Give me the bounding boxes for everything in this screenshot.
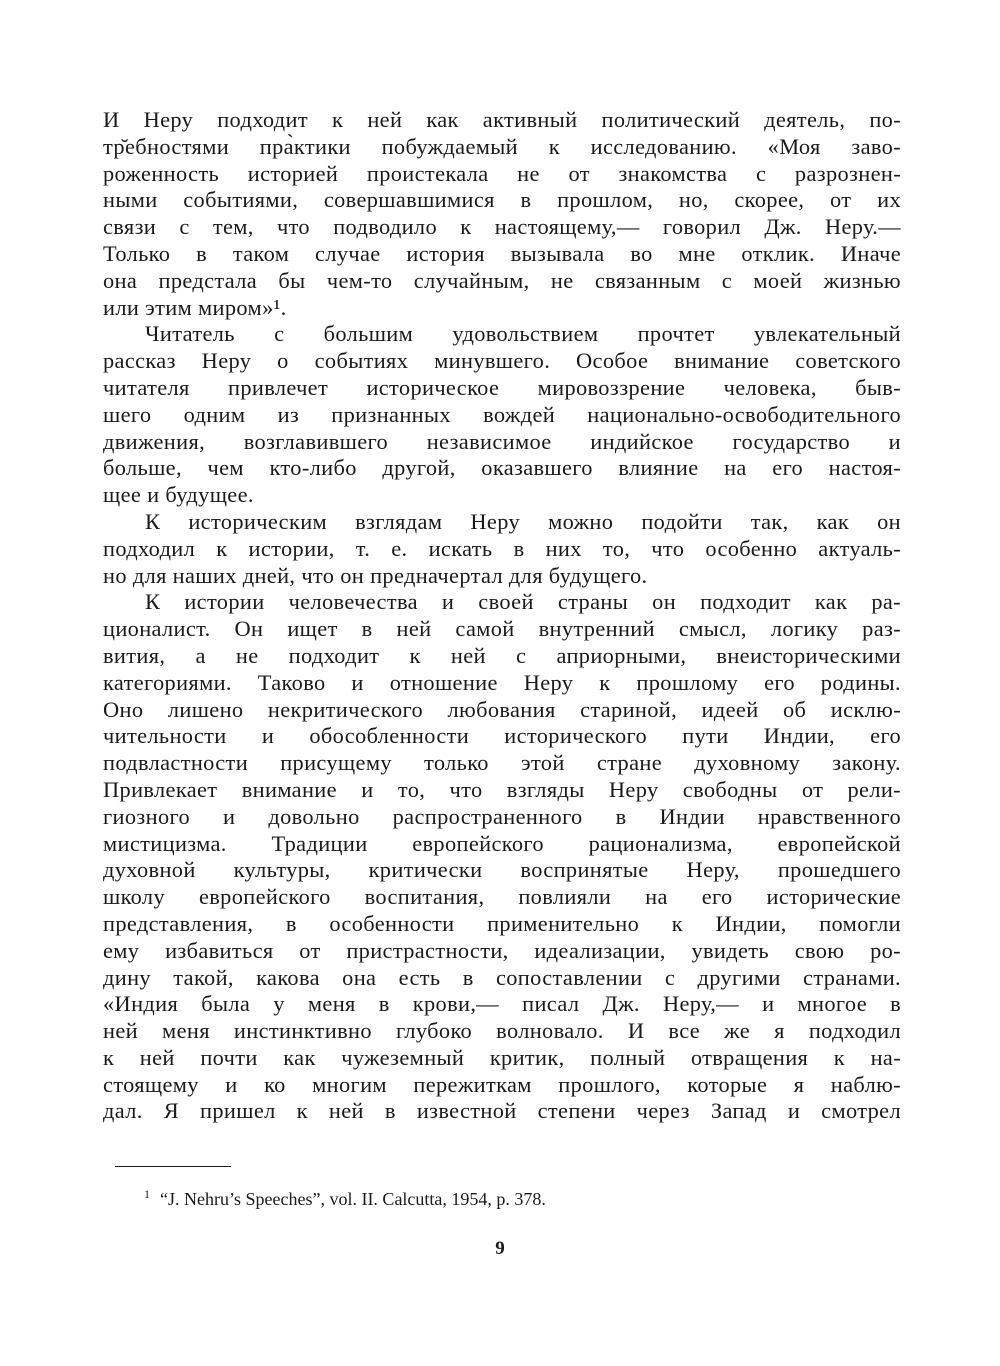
text-line: дину такой, какова она есть в сопоставлении с другими странами. bbox=[103, 964, 901, 990]
text-line: мистицизма. Традиции европейского рационализма, европейской bbox=[103, 830, 901, 856]
text-line: Читатель с большим удовольствием прочтет увлекательный bbox=[145, 321, 901, 347]
text-line: роженность историей проистекала не от знакомства с разрознен- bbox=[103, 160, 901, 186]
text-line: но для наших дней, что он предначертал для будущего. bbox=[103, 562, 648, 588]
text-line: подходил к истории, т. е. искать в них то, что особенно актуаль- bbox=[103, 535, 901, 561]
text-line: ными событиями, совершавшимися в прошлом, но, скорее, от их bbox=[103, 187, 901, 213]
text-line: «Индия была у меня в крови,— писал Дж. Неру,— и многое в bbox=[103, 991, 901, 1017]
text-line: дал. Я пришел к ней в известной степени через Запад и смотрел bbox=[103, 1098, 901, 1124]
text-line: рассказ Неру о событиях минувшего. Особое внимание советского bbox=[103, 348, 901, 374]
text-line: ней меня инстинктивно глубоко волновало. И все же я подходил bbox=[103, 1018, 901, 1044]
text-line: стоящему и ко многим пережиткам прошлого, которые я наблю- bbox=[103, 1071, 901, 1097]
footnote-text: “J. Nehru’s Speeches”, vol. II. Calcutta, 1954, p. 378. bbox=[160, 1189, 546, 1209]
text-line: И Неру подходит к ней как активный политический деятель, по- bbox=[103, 107, 901, 132]
footnote-mark: 1 bbox=[144, 1187, 150, 1201]
text-line: больше, чем кто-либо другой, оказавшего влияние на его настоя- bbox=[103, 455, 901, 481]
text-line: вития, а не подходит к ней с априорными, внеисторическими bbox=[103, 642, 901, 668]
text-line: к ней почти как чужеземный критик, полный отвращения к на- bbox=[103, 1044, 901, 1070]
text-line: К историческим взглядам Неру можно подойти так, как он bbox=[145, 508, 901, 534]
text-line: представления, в особенности применительно к Индии, помогли bbox=[103, 910, 901, 936]
text-line: тр̆ебностями пра̀ктики побуждаемый к исследованию. «Моя заво- bbox=[103, 133, 901, 159]
text-line: она предстала бы чем-то случайным, не связанным с моей жизнью bbox=[103, 267, 901, 293]
text-line: щее и будущее. bbox=[103, 482, 254, 508]
text-line: школу европейского воспитания, повлияли на его исторические bbox=[103, 884, 901, 910]
footnote-separator bbox=[115, 1166, 231, 1167]
text-line: К истории человечества и своей страны он подходит как ра- bbox=[145, 589, 901, 615]
text-line: Оно лишено некритического любования стариной, идеей об исклю- bbox=[103, 696, 901, 722]
text-line: Только в таком случае история вызывала во мне отклик. Иначе bbox=[103, 240, 901, 266]
text-line: духовной культуры, критически воспринятые Неру, прошедшего bbox=[103, 857, 901, 883]
text-line: подвластности присущему только этой стране духовному закону. bbox=[103, 750, 901, 776]
page-number: 9 bbox=[495, 1238, 505, 1259]
text-line: шего одним из признанных вождей национально-освободительного bbox=[103, 401, 901, 427]
text-line: движения, возглавившего независимое индийское государство и bbox=[103, 428, 901, 454]
text-line: читателя привлечет историческое мировоззрение человека, быв- bbox=[103, 374, 901, 400]
text-line: связи с тем, что подводило к настоящему,— говорил Дж. Неру.— bbox=[103, 214, 901, 240]
footnote bbox=[144, 1183, 546, 1210]
text-line: категориями. Таково и отношение Неру к прошлому его родины. bbox=[103, 669, 901, 695]
text-line: гиозного и довольно распространенного в Индии нравственного bbox=[103, 803, 901, 829]
text-line: ему избавиться от пристрастности, идеализации, увидеть свою ро- bbox=[103, 937, 901, 963]
text-line: или этим миром»¹. bbox=[103, 294, 287, 320]
text-line: ционалист. Он ищет в ней самой внутренний смысл, логику раз- bbox=[103, 616, 901, 642]
text-line: чительности и обособленности исторического пути Индии, его bbox=[103, 723, 901, 749]
body-text bbox=[103, 107, 901, 1125]
text-line: Привлекает внимание и то, что взгляды Неру свободны от рели- bbox=[103, 776, 901, 802]
